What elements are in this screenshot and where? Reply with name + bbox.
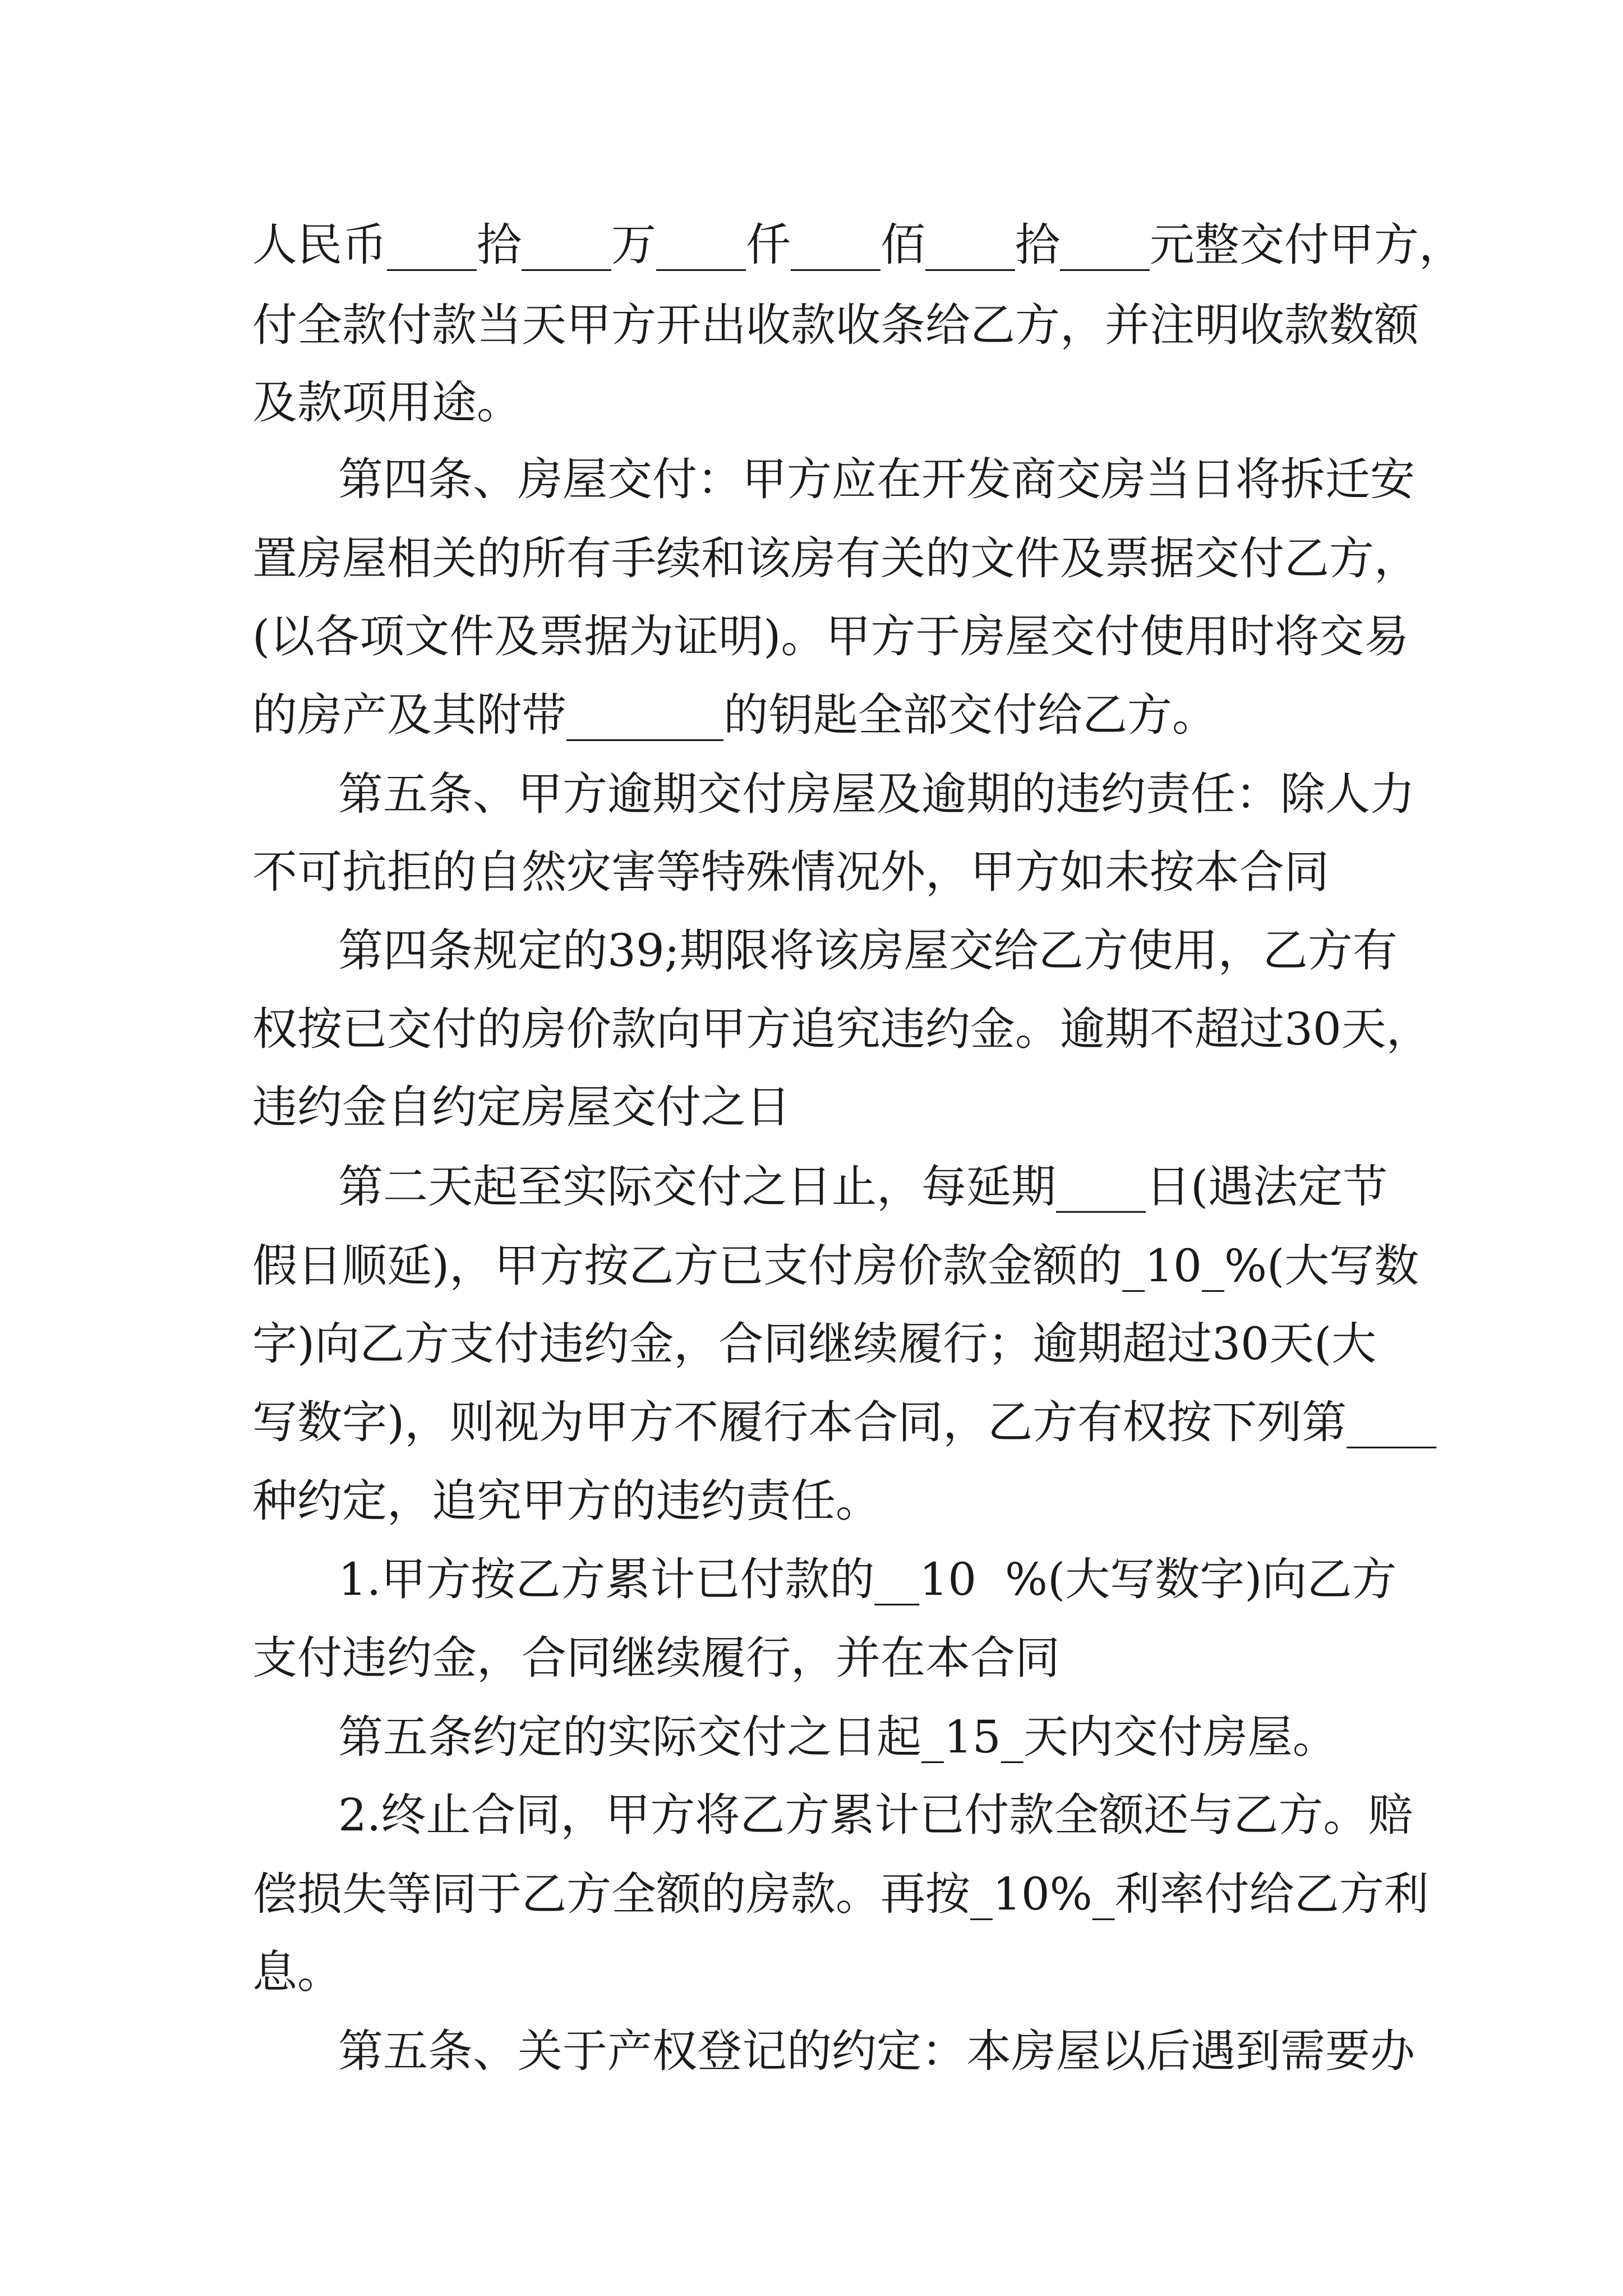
text-line: 权按已交付的房价款向甲方追究违约金。逾期不超过30天， xyxy=(252,1003,1431,1055)
paragraph-start: 1.甲方按乙方累计已付款的__10 %(大写数字)向乙方 xyxy=(338,1553,1397,1605)
text-line: 写数字)，则视为甲方不履行本合同，乙方有权按下列第____ xyxy=(252,1396,1437,1448)
text-line: 支付违约金，合同继续履行，并在本合同 xyxy=(252,1632,1060,1684)
text-line: 偿损失等同于乙方全额的房款。再按_10%_利率付给乙方利 xyxy=(252,1868,1429,1920)
paragraph-start: 第五条、关于产权登记的约定：本房屋以后遇到需要办 xyxy=(338,2025,1415,2077)
text-line: 假日顺延)，甲方按乙方已支付房价款金额的_10_%(大写数 xyxy=(252,1240,1419,1292)
text-line: 字)向乙方支付违约金，合同继续履行；逾期超过30天(大 xyxy=(252,1318,1377,1370)
paragraph-start: 第四条、房屋交付：甲方应在开发商交房当日将拆迁安 xyxy=(338,453,1415,505)
text-line: 种约定，追究甲方的违约责任。 xyxy=(252,1475,880,1527)
paragraph-start: 第五条、甲方逾期交付房屋及逾期的违约责任：除人力 xyxy=(338,768,1415,820)
text-line: 息。 xyxy=(252,1946,342,1998)
text-line: 的房产及其附带_______的钥匙全部交付给乙方。 xyxy=(252,689,1217,741)
text-line: 不可抗拒的自然灾害等特殊情况外，甲方如未按本合同 xyxy=(252,846,1329,898)
text-line: 人民币____拾____万____仟____佰____拾____元整交付甲方， xyxy=(252,219,1464,271)
text-line: 违约金自约定房屋交付之日 xyxy=(252,1081,791,1133)
text-line: 付全款付款当天甲方开出收款收条给乙方，并注明收款数额 xyxy=(252,299,1419,351)
text-line: 置房屋相关的所有手续和该房有关的文件及票据交付乙方， xyxy=(252,532,1419,585)
paragraph-start: 第二天起至实际交付之日止，每延期____日(遇法定节 xyxy=(338,1161,1388,1213)
paragraph-start: 2.终止合同，甲方将乙方累计已付款全额还与乙方。赔 xyxy=(338,1789,1413,1841)
text-line: (以各项文件及票据为证明)。甲方于房屋交付使用时将交易 xyxy=(252,610,1409,662)
text-line: 及款项用途。 xyxy=(252,376,522,429)
paragraph-start: 第五条约定的实际交付之日起_15_天内交付房屋。 xyxy=(338,1711,1338,1763)
paragraph-start: 第四条规定的39;期限将该房屋交给乙方使用，乙方有 xyxy=(338,924,1398,977)
